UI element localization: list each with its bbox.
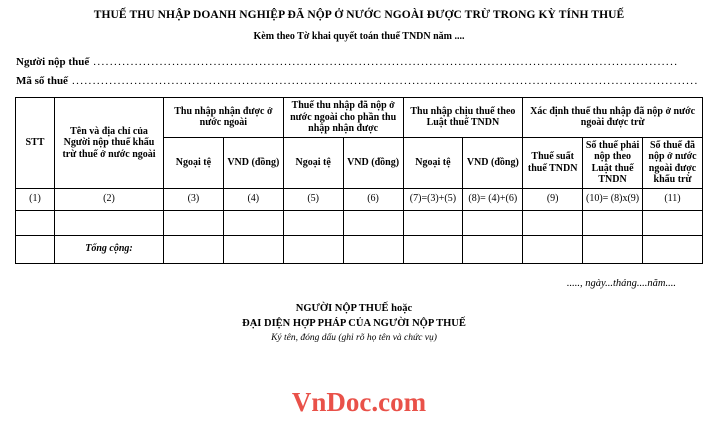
cell-empty[interactable] bbox=[343, 210, 403, 235]
cell-empty[interactable] bbox=[643, 235, 703, 263]
deduction-table bbox=[15, 97, 703, 264]
col-header-income-abroad: Thu nhập nhận được ở nước ngoài bbox=[164, 98, 284, 138]
cell-num-9: (9) bbox=[523, 188, 583, 210]
signature-date: ....., ngày...tháng....năm.... bbox=[566, 277, 676, 289]
cell-num-3: (3) bbox=[164, 188, 224, 210]
cell-num-11: (11) bbox=[643, 188, 703, 210]
cell-empty[interactable] bbox=[283, 235, 343, 263]
cell-num-4: (4) bbox=[223, 188, 283, 210]
cell-empty[interactable] bbox=[403, 210, 463, 235]
col-header-tax-deductible: Số thuế đã nộp ở nước ngoài được khấu trừ bbox=[643, 137, 703, 188]
cell-num-2: (2) bbox=[55, 188, 164, 210]
cell-empty[interactable] bbox=[583, 235, 643, 263]
col-header-tax-payable: Số thuế phải nộp theo Luật thuế TNDN bbox=[583, 137, 643, 188]
cell-empty[interactable] bbox=[643, 210, 703, 235]
signature-block bbox=[0, 278, 718, 289]
cell-empty[interactable] bbox=[403, 235, 463, 263]
cell-empty[interactable] bbox=[55, 210, 164, 235]
cell-empty[interactable] bbox=[523, 235, 583, 263]
cell-empty[interactable] bbox=[463, 210, 523, 235]
taxpayer-name-dots: ............................................................................................................................................. bbox=[93, 56, 679, 68]
col-header-fx-1: Ngoại tệ bbox=[164, 137, 224, 188]
taxpayer-name-label: Người nộp thuế bbox=[16, 56, 90, 68]
table-row[interactable] bbox=[16, 210, 703, 235]
cell-num-6: (6) bbox=[343, 188, 403, 210]
watermark-logo: VnDoc.com bbox=[291, 387, 427, 417]
col-header-stt: STT bbox=[16, 98, 55, 189]
cell-empty[interactable] bbox=[343, 235, 403, 263]
cell-empty[interactable] bbox=[164, 210, 224, 235]
cell-num-1: (1) bbox=[16, 188, 55, 210]
col-header-vnd-1: VND (đồng) bbox=[223, 137, 283, 188]
cell-empty[interactable] bbox=[583, 210, 643, 235]
taxpayer-name-field[interactable] bbox=[16, 56, 704, 68]
tax-code-dots: ....................................................................................................................................................... bbox=[71, 75, 699, 87]
cell-empty[interactable] bbox=[283, 210, 343, 235]
col-header-determine-deduction: Xác định thuế thu nhập đã nộp ở nước ngoài được trừ bbox=[523, 98, 703, 138]
col-header-fx-3: Ngoại tệ bbox=[403, 137, 463, 188]
cell-empty[interactable] bbox=[523, 210, 583, 235]
table-header-row-1 bbox=[16, 98, 703, 138]
cell-num-10: (10)= (8)x(9) bbox=[583, 188, 643, 210]
cell-num-7: (7)=(3)+(5) bbox=[403, 188, 463, 210]
cell-empty[interactable] bbox=[463, 235, 523, 263]
col-header-fx-2: Ngoại tệ bbox=[283, 137, 343, 188]
tax-code-field[interactable] bbox=[16, 75, 704, 87]
col-header-tax-rate: Thuế suất thuế TNDN bbox=[523, 137, 583, 188]
cell-empty[interactable] bbox=[223, 235, 283, 263]
tax-code-label: Mã số thuế bbox=[16, 75, 68, 87]
table-row-numbers bbox=[16, 188, 703, 210]
page-subtitle: Kèm theo Tờ khai quyết toán thuế TNDN năm .... bbox=[253, 31, 465, 42]
page-title: THUẾ THU NHẬP DOANH NGHIỆP ĐÃ NỘP Ở NƯỚC NGOÀI ĐƯỢC TRỪ TRONG KỲ TÍNH THUẾ bbox=[93, 9, 625, 21]
cell-empty[interactable] bbox=[16, 235, 55, 263]
col-header-tax-paid-abroad: Thuế thu nhập đã nộp ở nước ngoài cho phần thu nhập nhận được bbox=[283, 98, 403, 138]
table-row-total[interactable] bbox=[16, 235, 703, 263]
cell-num-8: (8)= (4)+(6) bbox=[463, 188, 523, 210]
cell-empty[interactable] bbox=[16, 210, 55, 235]
col-header-vnd-3: VND (đồng) bbox=[463, 137, 523, 188]
signature-role-line1: NGƯỜI NỘP THUẾ hoặc bbox=[295, 302, 413, 314]
document-page bbox=[0, 9, 718, 440]
signature-note: Ký tên, đóng dấu (ghi rõ họ tên và chức vụ) bbox=[271, 332, 437, 343]
cell-empty[interactable] bbox=[223, 210, 283, 235]
total-label: Tổng cộng: bbox=[55, 235, 164, 263]
cell-empty[interactable] bbox=[164, 235, 224, 263]
cell-num-5: (5) bbox=[283, 188, 343, 210]
col-header-taxable-income: Thu nhập chịu thuế theo Luật thuế TNDN bbox=[403, 98, 523, 138]
signature-role-line2: ĐẠI DIỆN HỢP PHÁP CỦA NGƯỜI NỘP THUẾ bbox=[242, 317, 466, 329]
col-header-vnd-2: VND (đồng) bbox=[343, 137, 403, 188]
col-header-name: Tên và địa chỉ của Người nộp thuế khấu trừ thuế ở nước ngoài bbox=[55, 98, 164, 189]
